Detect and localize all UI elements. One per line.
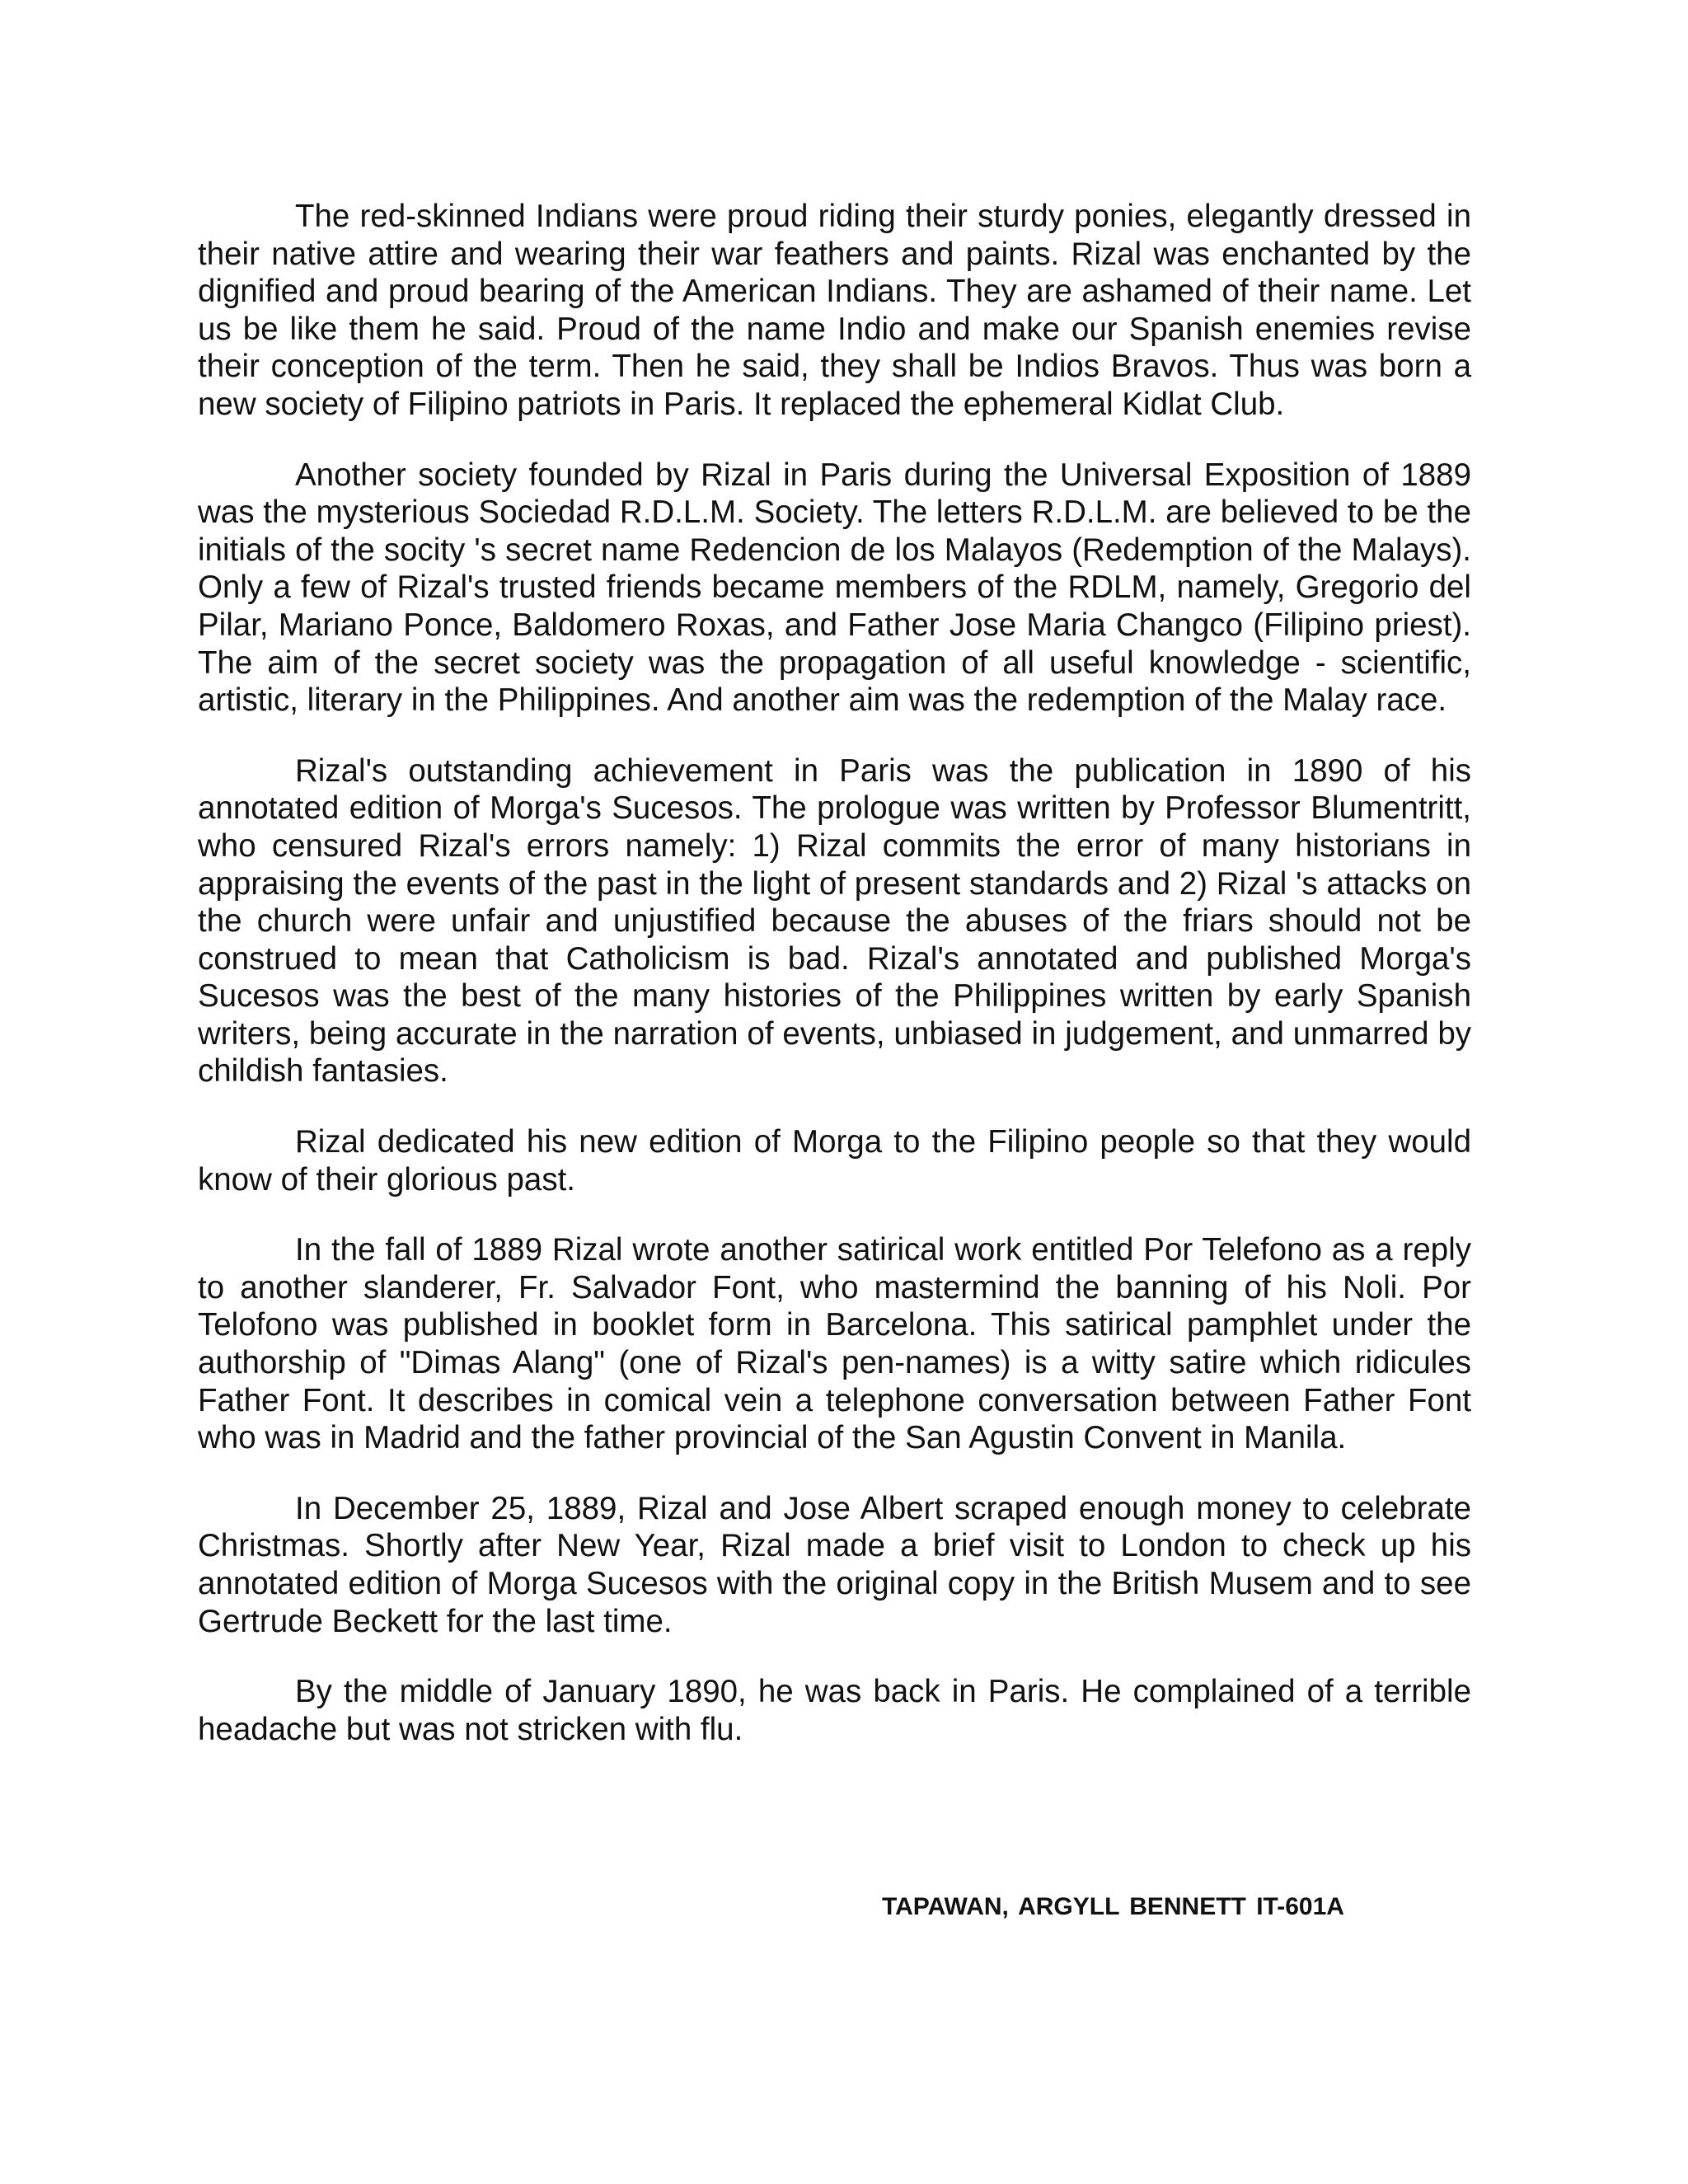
- paragraph-back-in-paris: By the middle of January 1890, he was back in Paris. He complained of a terrible headache but was not stricken with flu.: [198, 1674, 1471, 1747]
- paragraph-dedication: Rizal dedicated his new edition of Morga to the Filipino people so that they would know of their glorious past.: [198, 1124, 1471, 1197]
- paragraph-indios-bravos: The red-skinned Indians were proud riding their sturdy ponies, elegantly dressed in their native attire and wearing their war feathers and paints. Rizal was enchanted by the dignified and proud bearing of the American Indians. They are ashamed of their name. Let us be like them he said. Proud of the name Indio and make our Spanish enemies revise their conception of the term. Then he said, they shall be Indios Bravos. Thus was born a new society of Filipino patriots in Paris. It replaced the ephemeral Kidlat Club.: [198, 199, 1471, 422]
- paragraph-morga-sucesos: Rizal's outstanding achievement in Paris was the publication in 1890 of his annotated edition of Morga's Sucesos. The prologue was written by Professor Blumentritt, who censured Rizal's errors namely: 1) Rizal commits the error of many historians in appraising the events of the past in the light of present standards and 2) Rizal 's attacks on the church were unfair and unjustified because the abuses of the friars should not be construed to mean that Catholicism is bad. Rizal's annotated and published Morga's Sucesos was the best of the many histories of the Philippines written by early Spanish writers, being accurate in the narration of events, unbiased in judgement, and unmarred by childish fantasies.: [198, 752, 1471, 1090]
- author-signature: TAPAWAN, ARGYLL BENNETT IT-601A: [882, 1893, 1344, 1920]
- paragraph-rdlm-society: Another society founded by Rizal in Paris during the Universal Exposition of 1889 was the mysterious Sociedad R.D.L.M. Society. The letters R.D.L.M. are believed to be the initials of the socity 's secret name Redencion de los Malayos (Redemption of the Malays). Only a few of Rizal's trusted friends became members of the RDLM, namely, Gregorio del Pilar, Mariano Ponce, Baldomero Roxas, and Father Jose Maria Changco (Filipino priest). The aim of the secret society was the propagation of all useful knowledge - scientific, artistic, literary in the Philippines. And another aim was the redemption of the Malay race.: [198, 457, 1471, 719]
- document-body: [198, 198, 1471, 1781]
- paragraph-por-telefono: In the fall of 1889 Rizal wrote another satirical work entitled Por Telefono as a reply to another slanderer, Fr. Salvador Font, who mastermind the banning of his Noli. Por Telofono was published in booklet form in Barcelona. This satirical pamphlet under the authorship of "Dimas Alang" (one of Rizal's pen-names) is a witty satire which ridicules Father Font. It describes in comical vein a telephone conversation between Father Font who was in Madrid and the father provincial of the San Agustin Convent in Manila.: [198, 1232, 1471, 1456]
- paragraph-christmas-london: In December 25, 1889, Rizal and Jose Albert scraped enough money to celebrate Christmas. Shortly after New Year, Rizal made a brief visit to London to check up his annotated edition of Morga Sucesos with the original copy in the British Musem and to see Gertrude Beckett for the last time.: [198, 1490, 1471, 1639]
